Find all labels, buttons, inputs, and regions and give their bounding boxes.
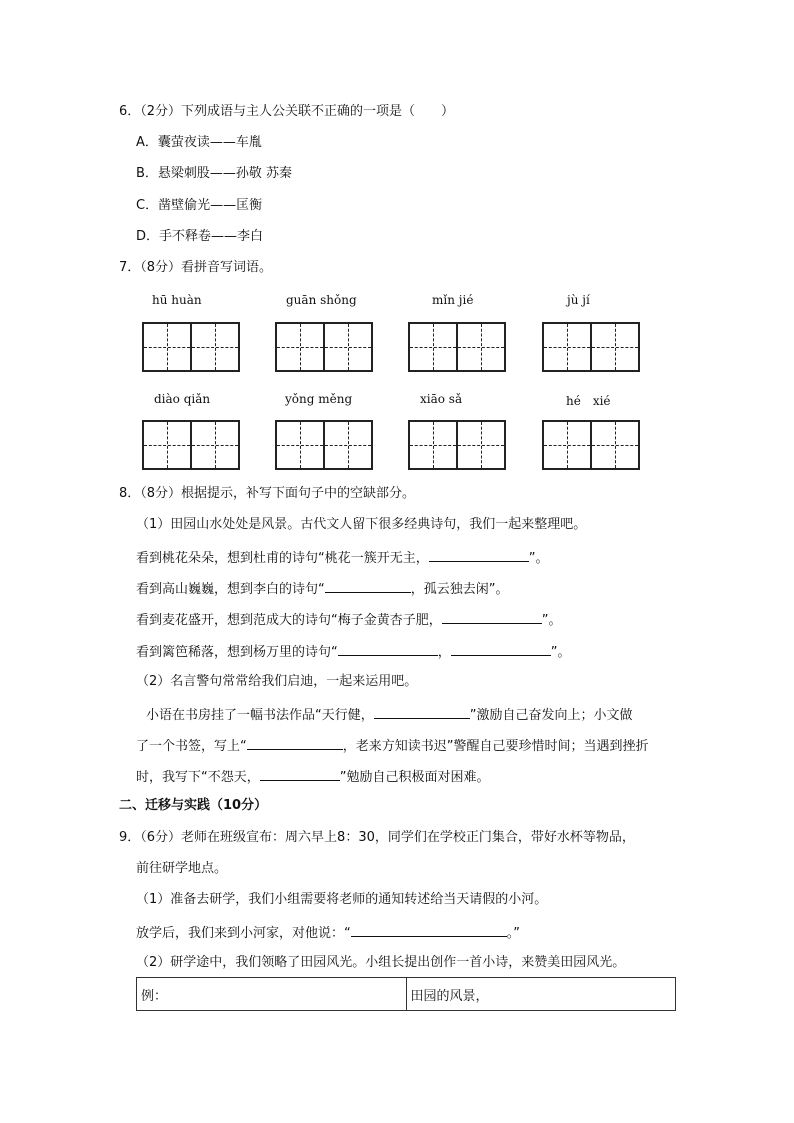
text: 了一个书签，写上“ bbox=[136, 739, 247, 754]
fill-blank[interactable] bbox=[260, 766, 340, 781]
text: 时，我写下“不怨天， bbox=[136, 770, 260, 785]
text: ，老来方知读书迟”警醒自己要珍惜时间；当遇到挫折 bbox=[342, 739, 649, 754]
text: 看到高山巍巍，想到李白的诗句“ bbox=[136, 582, 325, 597]
q8-part1-intro: （1）田园山水处处是风景。古代文人留下很多经典诗句，我们一起来整理吧。 bbox=[136, 517, 587, 532]
writing-grid[interactable] bbox=[542, 420, 640, 470]
text: 看到麦花盛开，想到范成大的诗句“梅子金黄杏子肥， bbox=[136, 613, 442, 628]
writing-grid[interactable] bbox=[275, 420, 373, 470]
text: 看到篱笆稀落，想到杨万里的诗句“ bbox=[136, 645, 338, 660]
pinyin-label: hū huàn bbox=[152, 293, 202, 307]
writing-grid[interactable] bbox=[142, 322, 240, 372]
text: 小语在书房挂了一幅书法作品“天行健， bbox=[146, 708, 374, 723]
table-cell-example[interactable]: 例： bbox=[137, 978, 407, 1011]
q8-part2-line-1 bbox=[146, 704, 633, 726]
writing-grid[interactable] bbox=[408, 420, 506, 470]
fill-blank[interactable] bbox=[374, 704, 470, 719]
fill-blank[interactable] bbox=[451, 641, 551, 656]
text: ， bbox=[437, 645, 451, 660]
pinyin-label: hé xié bbox=[566, 394, 611, 408]
q8-part2-line-2 bbox=[136, 735, 649, 757]
writing-grid[interactable] bbox=[275, 322, 373, 372]
fill-blank[interactable] bbox=[351, 922, 507, 937]
pinyin-label: guān shǒng bbox=[286, 293, 357, 307]
fill-blank[interactable] bbox=[429, 547, 529, 562]
text: 看到桃花朵朵，想到杜甫的诗句“桃花一簇开无主， bbox=[136, 551, 429, 566]
q9-part1: （1）准备去研学，我们小组需要将老师的通知转述给当天请假的小河。 bbox=[136, 892, 548, 907]
poem-table bbox=[136, 977, 676, 1011]
q9-stem-line-1: 9．（6分）老师在班级宣布：周六早上8：30，同学们在学校正门集合，带好水杯等物品， bbox=[119, 830, 635, 845]
q6-option-d[interactable]: D．手不释卷——李白 bbox=[136, 229, 264, 244]
text: ，孤云独去闲”。 bbox=[410, 582, 509, 597]
writing-grid[interactable] bbox=[542, 322, 640, 372]
fill-blank[interactable] bbox=[247, 735, 343, 750]
writing-grid[interactable] bbox=[142, 420, 240, 470]
q8-line-1 bbox=[136, 547, 549, 569]
q6-option-b[interactable]: B．悬梁刺股——孙敬 苏秦 bbox=[136, 166, 293, 181]
text: ”。 bbox=[550, 645, 571, 660]
text: 放学后，我们来到小河家，对他说：“ bbox=[136, 926, 351, 941]
q9-stem-line-2: 前往研学地点。 bbox=[136, 861, 228, 876]
pinyin-label: yǒng měng bbox=[285, 392, 353, 406]
fill-blank[interactable] bbox=[442, 609, 542, 624]
section-title: 二、迁移与实践（10分） bbox=[119, 798, 268, 813]
text: ”。 bbox=[541, 613, 562, 628]
q8-part2-line-3 bbox=[136, 766, 490, 788]
q6-stem: 6．（2分）下列成语与主人公关联不正确的一项是（ ） bbox=[119, 104, 455, 119]
q6-option-c[interactable]: C．凿壁偷光——匡衡 bbox=[136, 198, 263, 213]
text: ”激励自己奋发向上；小文做 bbox=[469, 708, 633, 723]
q9-part2: （2）研学途中，我们领略了田园风光。小组长提出创作一首小诗，来赞美田园风光。 bbox=[136, 955, 626, 970]
table-cell-poem[interactable]: 田园的风景， bbox=[406, 978, 676, 1011]
q6-option-a[interactable]: A．囊萤夜读——车胤 bbox=[136, 135, 262, 150]
q8-part2-intro: （2）名言警句常常给我们启迪，一起来运用吧。 bbox=[136, 674, 418, 689]
q8-line-2 bbox=[136, 578, 509, 600]
text: ”勉励自己积极面对困难。 bbox=[339, 770, 490, 785]
q8-stem: 8．（8分）根据提示，补写下面句子中的空缺部分。 bbox=[119, 486, 416, 501]
pinyin-label: mǐn jié bbox=[432, 293, 474, 307]
fill-blank[interactable] bbox=[338, 641, 438, 656]
text: 。” bbox=[506, 926, 520, 941]
q7-stem: 7．（8分）看拼音写词语。 bbox=[119, 260, 273, 275]
pinyin-label: diào qiǎn bbox=[154, 392, 211, 406]
pinyin-label: jù jí bbox=[567, 293, 590, 307]
pinyin-label: xiāo sǎ bbox=[420, 392, 463, 406]
q8-line-4 bbox=[136, 641, 571, 663]
text: ”。 bbox=[528, 551, 549, 566]
writing-grid[interactable] bbox=[408, 322, 506, 372]
fill-blank[interactable] bbox=[325, 578, 411, 593]
q9-part1-answer bbox=[136, 922, 520, 944]
q8-line-3 bbox=[136, 609, 562, 631]
